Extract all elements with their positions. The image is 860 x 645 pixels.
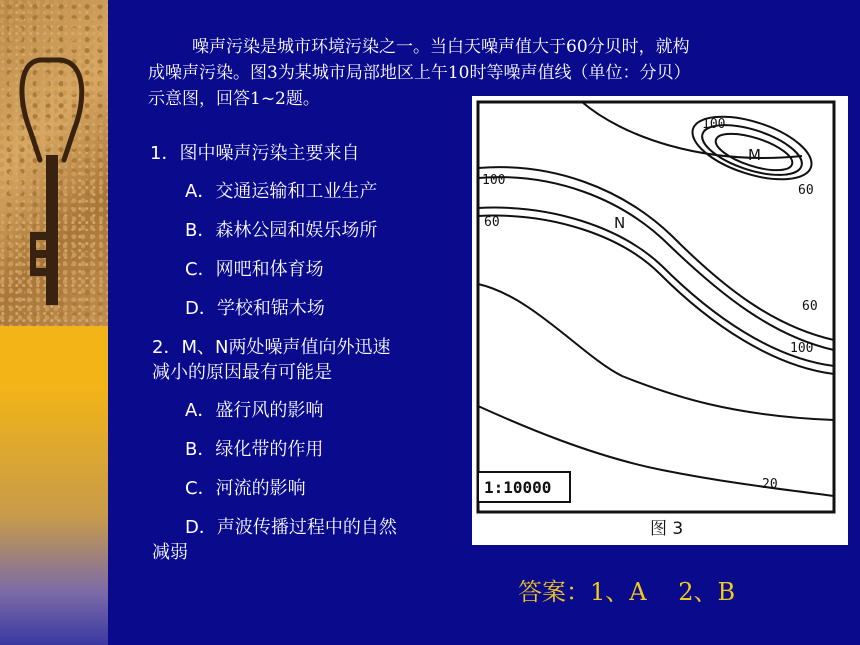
label-100-top: 100 (702, 117, 726, 132)
label-100-left: 100 (482, 173, 506, 188)
q2-option-b: B．绿化带的作用 (185, 439, 324, 460)
label-100-right: 100 (790, 341, 814, 356)
map-frame (478, 102, 834, 512)
scale-text: 1:10000 (484, 478, 552, 497)
q1-option-c: C．网吧和体育场 (185, 259, 324, 280)
label-m: M (748, 146, 761, 164)
intro-line-3: 示意图，回答1~2题。 (148, 89, 320, 109)
key-photo (0, 0, 108, 326)
q2-option-c: C．河流的影响 (185, 478, 306, 499)
q2-option-d-line-1: D．声波传播过程中的自然 (185, 517, 397, 538)
q2-option-d-line-2: 减弱 (152, 542, 188, 563)
key-icon (0, 0, 108, 326)
question-2-stem-line-2: 减小的原因最有可能是 (152, 362, 332, 383)
intro-line-1: 噪声污染是城市环境污染之一。当白天噪声值大于60分贝时，就构 (192, 37, 690, 57)
question-1-stem: 1．图中噪声污染主要来自 (150, 143, 360, 164)
label-60-right: 60 (802, 299, 818, 314)
label-n: N (614, 214, 626, 232)
q1-option-a: A．交通运输和工业生产 (185, 181, 378, 202)
q1-option-d: D．学校和锯木场 (185, 298, 325, 319)
figure-caption: 图 3 (650, 519, 684, 539)
answer-text: 答案：1、A 2、B (518, 578, 736, 606)
label-20: 20 (762, 477, 778, 492)
q2-option-a: A．盛行风的影响 (185, 400, 324, 421)
label-60-m: 60 (798, 183, 814, 198)
label-60-left: 60 (484, 215, 500, 230)
question-2-stem-line-1: 2．M、N两处噪声值向外迅速 (152, 337, 391, 358)
contour-map (472, 96, 848, 545)
noise-contour-figure (472, 96, 848, 545)
q1-option-b: B．森林公园和娱乐场所 (185, 220, 378, 241)
intro-line-2: 成噪声污染。图3为某城市局部地区上午10时等噪声值线（单位：分贝） (148, 63, 691, 83)
